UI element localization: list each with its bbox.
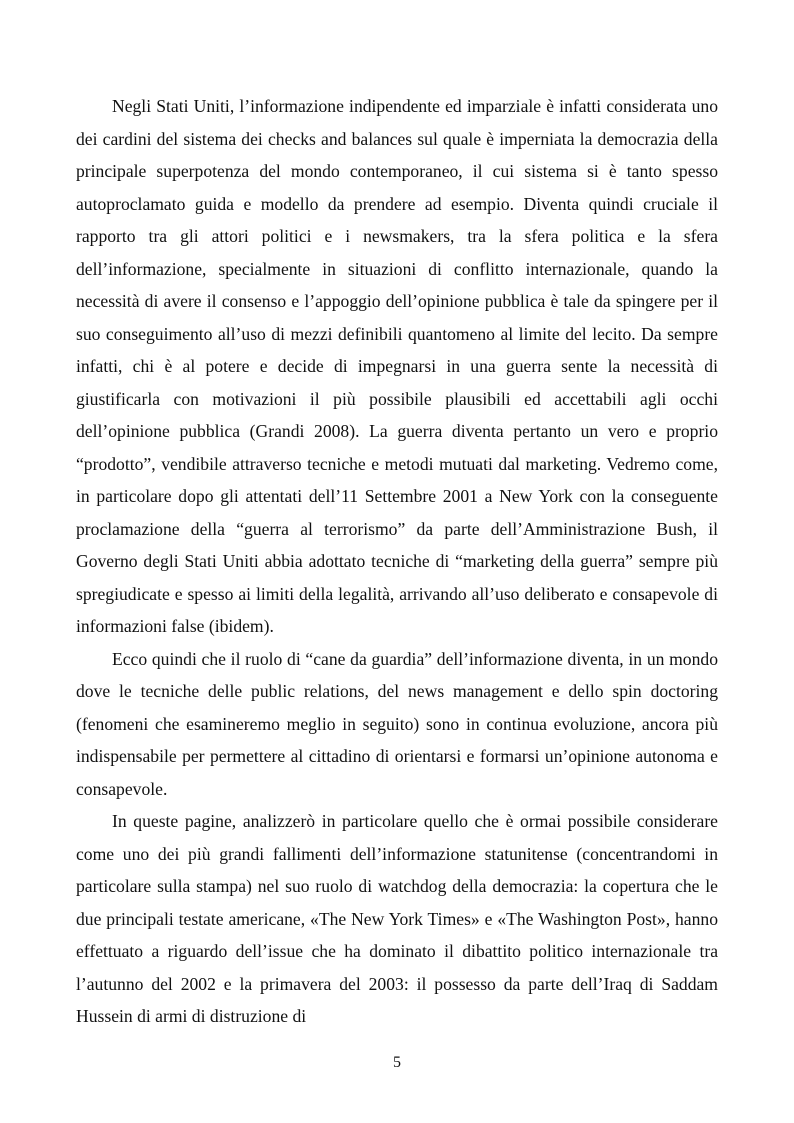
paragraph-1: Negli Stati Uniti, l’informazione indipendente ed imparziale è infatti considerata uno dei cardini del sistema dei checks and balances sul quale è imperniata la democrazia della principale superpotenza del mondo contemporaneo, il cui sistema si è tanto spesso autoproclamato guida e modello da prendere ad esempio. Diventa quindi cruciale il rapporto tra gli attori politici e i newsmakers, tra la sfera politica e la sfera dell’informazione, specialmente in situazioni di conflitto internazionale, quando la necessità di avere il consenso e l’appoggio dell’opinione pubblica è tale da spingere per il suo conseguimento all’uso di mezzi definibili quantomeno al limite del lecito. Da sempre infatti, chi è al potere e decide di impegnarsi in una guerra sente la necessità di giustificarla con motivazioni il più possibile plausibili ed accettabili agli occhi dell’opinione pubblica (Grandi 2008). La guerra diventa pertanto un vero e proprio “prodotto”, vendibile attraverso tecniche e metodi mutuati dal marketing. Vedremo come, in particolare dopo gli attentati dell’11 Settembre 2001 a New York con la conseguente proclamazione della “guerra al terrorismo” da parte dell’Amministrazione Bush, il Governo degli Stati Uniti abbia adottato tecniche di “marketing della guerra” sempre più spregiudicate e spesso ai limiti della legalità, arrivando all’uso deliberato e consapevole di informazioni false (ibidem).	[76, 96, 718, 636]
paragraph-2: Ecco quindi che il ruolo di “cane da guardia” dell’informazione diventa, in un mondo dove le tecniche delle public relations, del news management e dello spin doctoring (fenomeni che esamineremo meglio in seguito) sono in continua evoluzione, ancora più indispensabile per permettere al cittadino di orientarsi e formarsi un’opinione autonoma e consapevole.	[76, 648, 718, 799]
body-text	[76, 90, 718, 1033]
page-number: 5	[393, 1054, 401, 1071]
paragraph-3: In queste pagine, analizzerò in particolare quello che è ormai possibile considerare come uno dei più grandi fallimenti dell’informazione statunitense (concentrandomi in particolare sulla stampa) nel suo ruolo di watchdog della democrazia: la copertura che le due principali testate americane, «The New York Times» e «The Washington Post», hanno effettuato a riguardo dell’issue che ha dominato il dibattito politico internazionale tra l’autunno del 2002 e la primavera del 2003: il possesso da parte dell’Iraq di Saddam Hussein di armi di distruzione di	[76, 811, 718, 1026]
